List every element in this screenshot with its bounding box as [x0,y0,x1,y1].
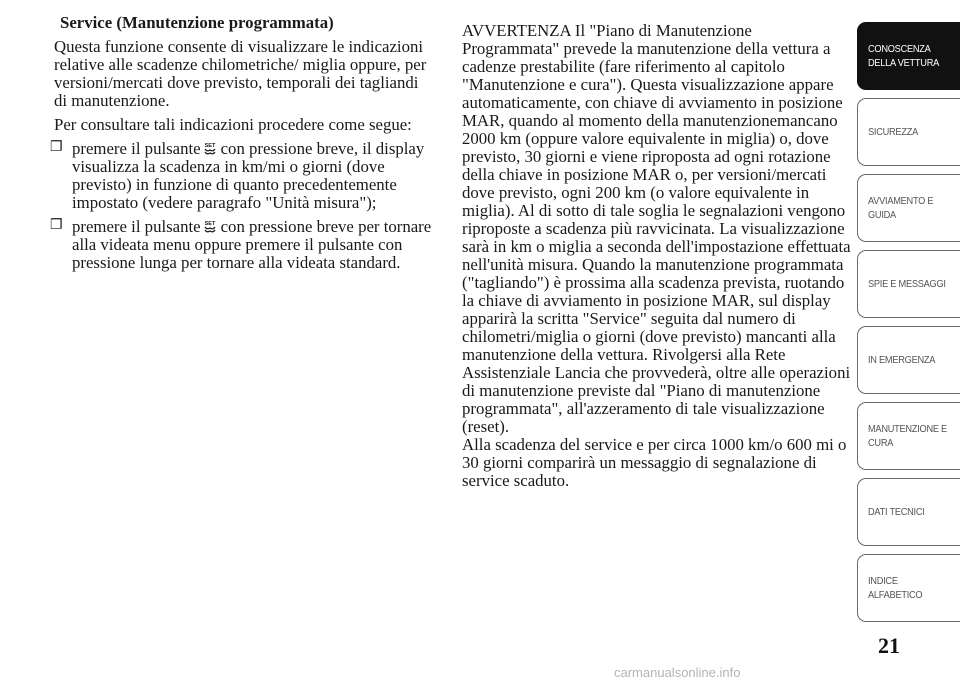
warning-note [462,22,852,490]
bullet-item-1 [50,140,434,212]
left-column [50,13,434,278]
set-button-icon [203,219,217,233]
checkbox-bullet-icon: ❒ [50,140,63,155]
nav-tab-sicurezza[interactable] [857,98,960,166]
section-heading: Service (Manutenzione programmata) [60,13,334,32]
nav-tab-spie[interactable] [857,250,960,318]
nav-tab-emergenza[interactable] [857,326,960,394]
nav-tab-manutenzione[interactable] [857,402,960,470]
nav-tab-indice[interactable] [857,554,960,622]
nav-tab-label: IN EMERGENZA [868,354,936,366]
nav-tab-label: INDICE ALFABETICO [868,575,923,601]
nav-tab-label: AVVIAMENTO E GUIDA [868,195,934,221]
nav-tab-dati-tecnici[interactable] [857,478,960,546]
page-number: 21 [878,633,900,658]
bullet-item-2 [50,218,434,272]
chapter-side-nav [857,22,960,630]
nav-tab-label: SPIE E MESSAGGI [868,278,946,290]
nav-tab-label: MANUTENZIONE E CURA [868,423,947,449]
svg-text:SET: SET [204,143,215,149]
bullet-text-before: premere il pulsante [72,139,201,158]
bullet-text-after: con pressione breve per tornare alla videata menu oppure premere il pulsante con pressione lunga per tornare alla videata standard. [72,217,432,272]
nav-tab-conoscenza[interactable] [857,22,960,90]
watermark-text: carmanualsonline.info [614,665,741,680]
checkbox-bullet-icon: ❒ [50,218,63,233]
nav-tab-avviamento[interactable] [857,174,960,242]
set-button-icon [203,141,217,155]
intro-paragraph: Questa funzione consente di visualizzare le indicazioni relative alle scadenze chilometriche/ miglia oppure, per versioni/mercati dove previsto, temporali dei tagliandi di manutenzione. [54,37,427,110]
nav-tab-label: DATI TECNICI [868,506,925,518]
nav-tab-label: CONOSCENZA DELLA VETTURA [868,43,940,69]
svg-text:SET: SET [204,221,215,227]
right-column [462,22,852,490]
bullet-text-after: con pressione breve, il display visualizza la scadenza in km/mi o giorni (dove previsto) in funzione di quanto precedentemente impostato (vedere paragrafo "Unità misura"); [72,139,425,212]
nav-tab-label: SICUREZZA [868,126,918,138]
warning-text: AVVERTENZA Il "Piano di Manutenzione Programmata" prevede la manutenzione della vettura a cadenze prestabilite (fare riferimento al capitolo "Manutenzione e cura"). Questa visualizzazione appare automaticamente, con chiave di avviamento in posizione MAR, quando al momento della manutenzionemancano 2000 km (oppure valore equivalente in miglia) o, dove previsto, 30 giorni e viene riproposta ad ogni rotazione della chiave in posizione MAR o, per versioni/mercati dove previsto, ogni 200 km (o valore equivalente in miglia). Al di sotto di tale soglia le segnalazioni vengono riproposte a scadenza più ravvicinata. La visualizzazione sarà in km o miglia a seconda dell'impostazione effettuata nell'unità misura. Quando la manutenzione programmata ("tagliando") è prossima alla scadenza prevista, ruotando la chiave di avviamento in posizione MAR, sul display apparirà la scritta "Service" seguita dal numero di chilometri/miglia o giorni (dove previsto) mancanti alla manutenzione della vettura. Rivolgersi alla Rete Assistenziale Lancia che provvederà, oltre alle operazioni di manutenzione previste dal "Piano di manutenzione programmata", all'azzeramento di tale visualizzazione (reset). [462,21,851,436]
expiry-text: Alla scadenza del service e per circa 1000 km/o 600 mi o 30 giorni comparirà un messaggio di segnalazione di service scaduto. [462,435,847,490]
bullet-text-before: premere il pulsante [72,217,201,236]
procedure-paragraph: Per consultare tali indicazioni procedere come segue: [54,115,412,134]
